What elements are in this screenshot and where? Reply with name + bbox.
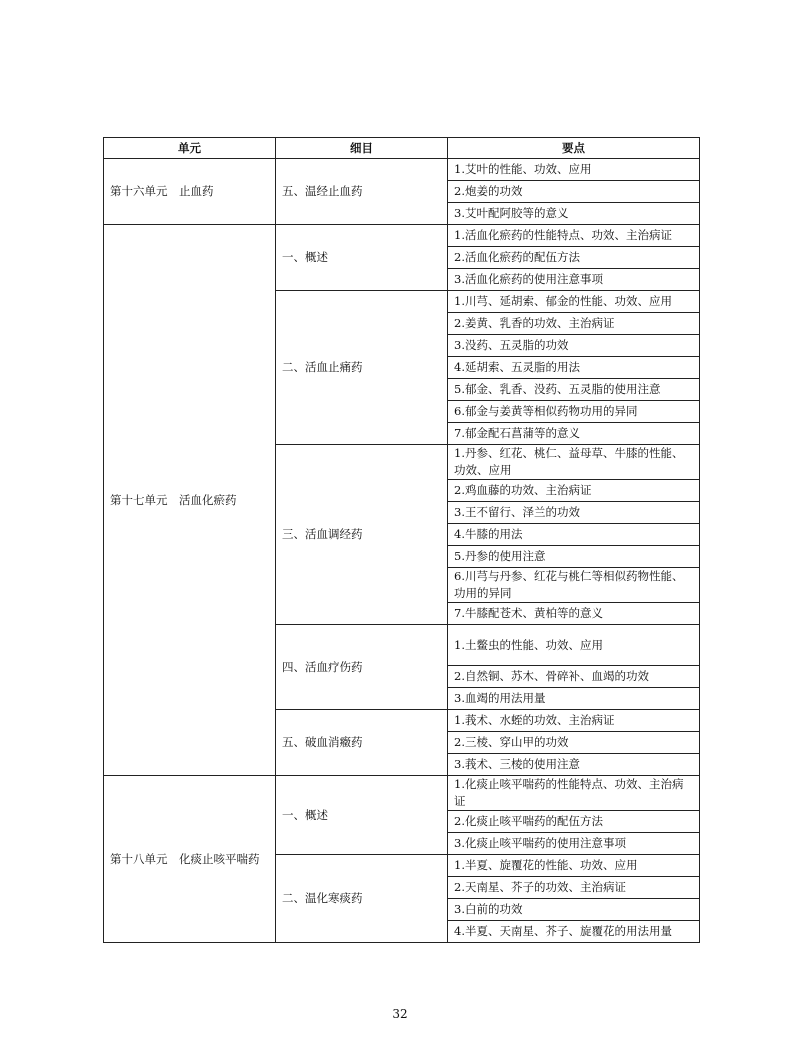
key-point-cell: 7.郁金配石菖蒲等的意义 [448,423,700,445]
key-point-cell: 1.土鳖虫的性能、功效、应用 [448,625,700,666]
key-point-cell: 2.炮姜的功效 [448,181,700,203]
unit-cell: 第十七单元 活血化瘀药 [104,225,276,776]
subitem-cell: 三、活血调经药 [276,445,448,625]
key-point-cell: 1.丹参、红花、桃仁、益母草、牛膝的性能、功效、应用 [448,445,700,480]
subitem-cell: 二、温化寒痰药 [276,855,448,943]
key-point-cell: 5.丹参的使用注意 [448,546,700,568]
subitem-cell: 五、温经止血药 [276,159,448,225]
key-point-cell: 3.莪术、三棱的使用注意 [448,754,700,776]
subitem-cell: 一、概述 [276,776,448,855]
key-point-cell: 2.自然铜、苏木、骨碎补、血竭的功效 [448,666,700,688]
key-point-cell: 7.牛膝配苍术、黄柏等的意义 [448,603,700,625]
header-subitem: 细目 [276,138,448,159]
key-point-cell: 6.郁金与姜黄等相似药物功用的异同 [448,401,700,423]
key-point-cell: 1.化痰止咳平喘药的性能特点、功效、主治病证 [448,776,700,811]
header-unit: 单元 [104,138,276,159]
key-point-cell: 6.川芎与丹参、红花与桃仁等相似药物性能、功用的异同 [448,568,700,603]
key-point-cell: 3.没药、五灵脂的功效 [448,335,700,357]
key-point-cell: 1.半夏、旋覆花的性能、功效、应用 [448,855,700,877]
key-point-cell: 3.活血化瘀药的使用注意事项 [448,269,700,291]
key-point-cell: 4.半夏、天南星、芥子、旋覆花的用法用量 [448,921,700,943]
unit-cell: 第十八单元 化痰止咳平喘药 [104,776,276,943]
table-row [104,159,700,181]
subitem-cell: 五、破血消癥药 [276,710,448,776]
key-point-cell: 3.白前的功效 [448,899,700,921]
table-header-row [104,138,700,159]
subitem-cell: 四、活血疗伤药 [276,625,448,710]
table-row [104,225,700,247]
key-point-cell: 1.莪术、水蛭的功效、主治病证 [448,710,700,732]
key-point-cell: 2.活血化瘀药的配伍方法 [448,247,700,269]
key-point-cell: 2.三棱、穿山甲的功效 [448,732,700,754]
header-key-points: 要点 [448,138,700,159]
key-point-cell: 1.川芎、延胡索、郁金的性能、功效、应用 [448,291,700,313]
unit-cell: 第十六单元 止血药 [104,159,276,225]
key-point-cell: 4.延胡索、五灵脂的用法 [448,357,700,379]
key-point-cell: 2.鸡血藤的功效、主治病证 [448,480,700,502]
key-point-cell: 3.艾叶配阿胶等的意义 [448,203,700,225]
key-point-cell: 3.化痰止咳平喘药的使用注意事项 [448,833,700,855]
table-row [104,776,700,811]
key-point-cell: 4.牛膝的用法 [448,524,700,546]
subitem-cell: 二、活血止痛药 [276,291,448,445]
page-number: 32 [392,1007,408,1021]
key-point-cell: 2.天南星、芥子的功效、主治病证 [448,877,700,899]
key-point-cell: 3.血竭的用法用量 [448,688,700,710]
key-point-cell: 2.姜黄、乳香的功效、主治病证 [448,313,700,335]
subitem-cell: 一、概述 [276,225,448,291]
key-point-cell: 5.郁金、乳香、没药、五灵脂的使用注意 [448,379,700,401]
key-point-cell: 1.艾叶的性能、功效、应用 [448,159,700,181]
key-point-cell: 1.活血化瘀药的性能特点、功效、主治病证 [448,225,700,247]
key-point-cell: 2.化痰止咳平喘药的配伍方法 [448,811,700,833]
syllabus-table [103,137,700,943]
key-point-cell: 3.王不留行、泽兰的功效 [448,502,700,524]
table-body [104,159,700,943]
